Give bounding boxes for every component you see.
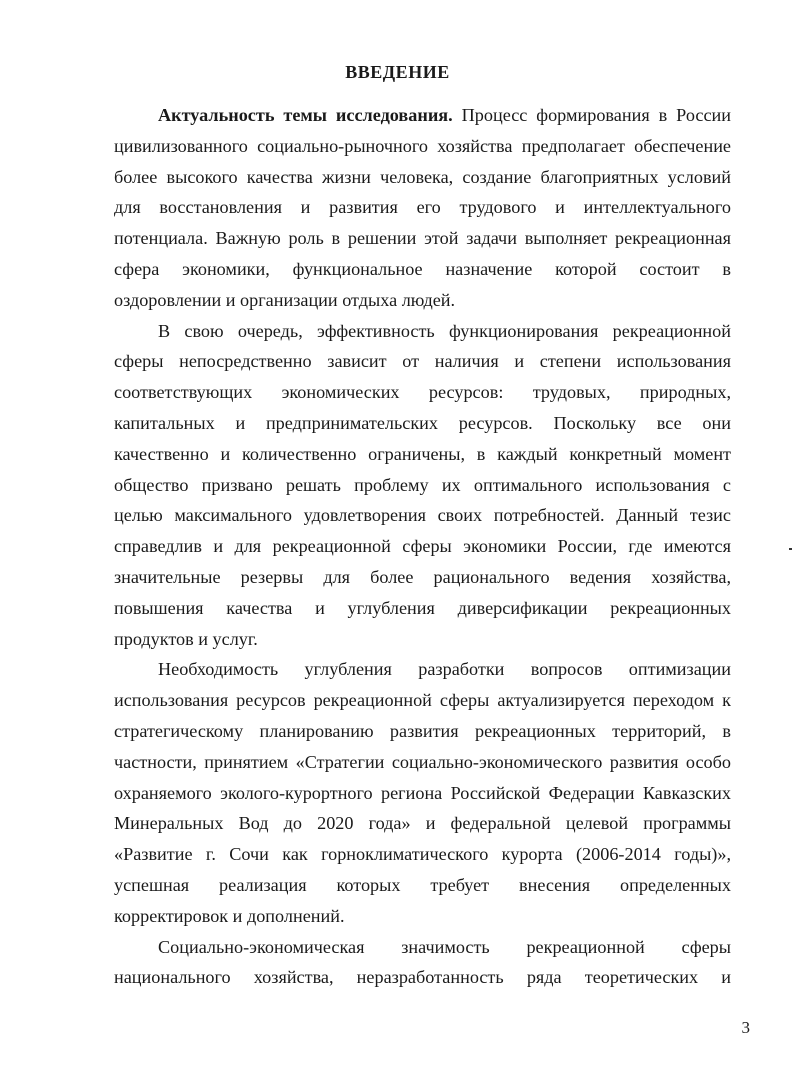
text-line: качественно и количественно ограничены, в каждый конкретный момент (114, 443, 731, 464)
text-line: оздоровлении и организации отдыха людей. (114, 289, 456, 310)
scan-speck (789, 548, 792, 550)
text-line: корректировок и дополнений. (114, 905, 345, 926)
text-line: потенциала. Важную роль в решении этой задачи выполняет рекреационная (114, 228, 731, 249)
text-line: соответствующих экономических ресурсов: трудовых, природных, (114, 382, 731, 403)
lead-continuation: Процесс формирования в России (452, 105, 731, 125)
text-line: национального хозяйства, неразработанность ряда теоретических и (114, 967, 731, 988)
text-line: успешная реализация которых требует внесения определенных (114, 874, 731, 895)
text-line: целью максимального удовлетворения своих потребностей. Данный тезис (114, 505, 731, 526)
text-line: продуктов и услуг. (114, 628, 258, 649)
text-line: Социально-экономическая значимость рекреационной сферы (158, 936, 731, 957)
text-line: более высокого качества жизни человека, создание благоприятных условий (114, 166, 731, 187)
page-title: ВВЕДЕНИЕ (345, 62, 450, 82)
text-line: Минеральных Вод до 2020 года» и федеральной целевой программы (114, 813, 731, 834)
document-body (114, 100, 731, 993)
text-line: частности, принятием «Стратегии социально-экономического развития особо (114, 751, 731, 772)
text-line: сфера экономики, функциональное назначение которой состоит в (114, 258, 731, 279)
text-line: для восстановления и развития его трудового и интеллектуального (114, 197, 731, 218)
text-line: справедлив и для рекреационной сферы экономики России, где имеются (114, 536, 731, 557)
text-line: охраняемого эколого-курортного региона Российской Федерации Кавказских (114, 782, 731, 803)
text-line: Необходимость углубления разработки вопросов оптимизации (158, 659, 731, 680)
page-number: 3 (741, 1018, 750, 1037)
text-line: капитальных и предпринимательских ресурсов. Поскольку все они (114, 412, 731, 433)
text-line: цивилизованного социально-рыночного хозяйства предполагает обеспечение (114, 135, 731, 156)
text-line: «Развитие г. Сочи как горноклиматического курорта (2006-2014 годы)», (114, 844, 731, 865)
paragraph-1-first-line (114, 100, 731, 131)
text-line: общество призвано решать проблему их оптимального использования с (114, 474, 731, 495)
text-line: В свою очередь, эффективность функционирования рекреационной (158, 320, 731, 341)
text-line: значительные резервы для более рационального ведения хозяйства, (114, 566, 731, 587)
text-line: стратегическому планированию развития рекреационных территорий, в (114, 720, 731, 741)
section-lead: Актуальность темы исследования. (158, 105, 453, 125)
text-line: использования ресурсов рекреационной сферы актуализируется переходом к (114, 690, 731, 711)
text-line: сферы непосредственно зависит от наличия и степени использования (114, 351, 731, 372)
text-line: повышения качества и углубления диверсификации рекреационных (114, 597, 731, 618)
